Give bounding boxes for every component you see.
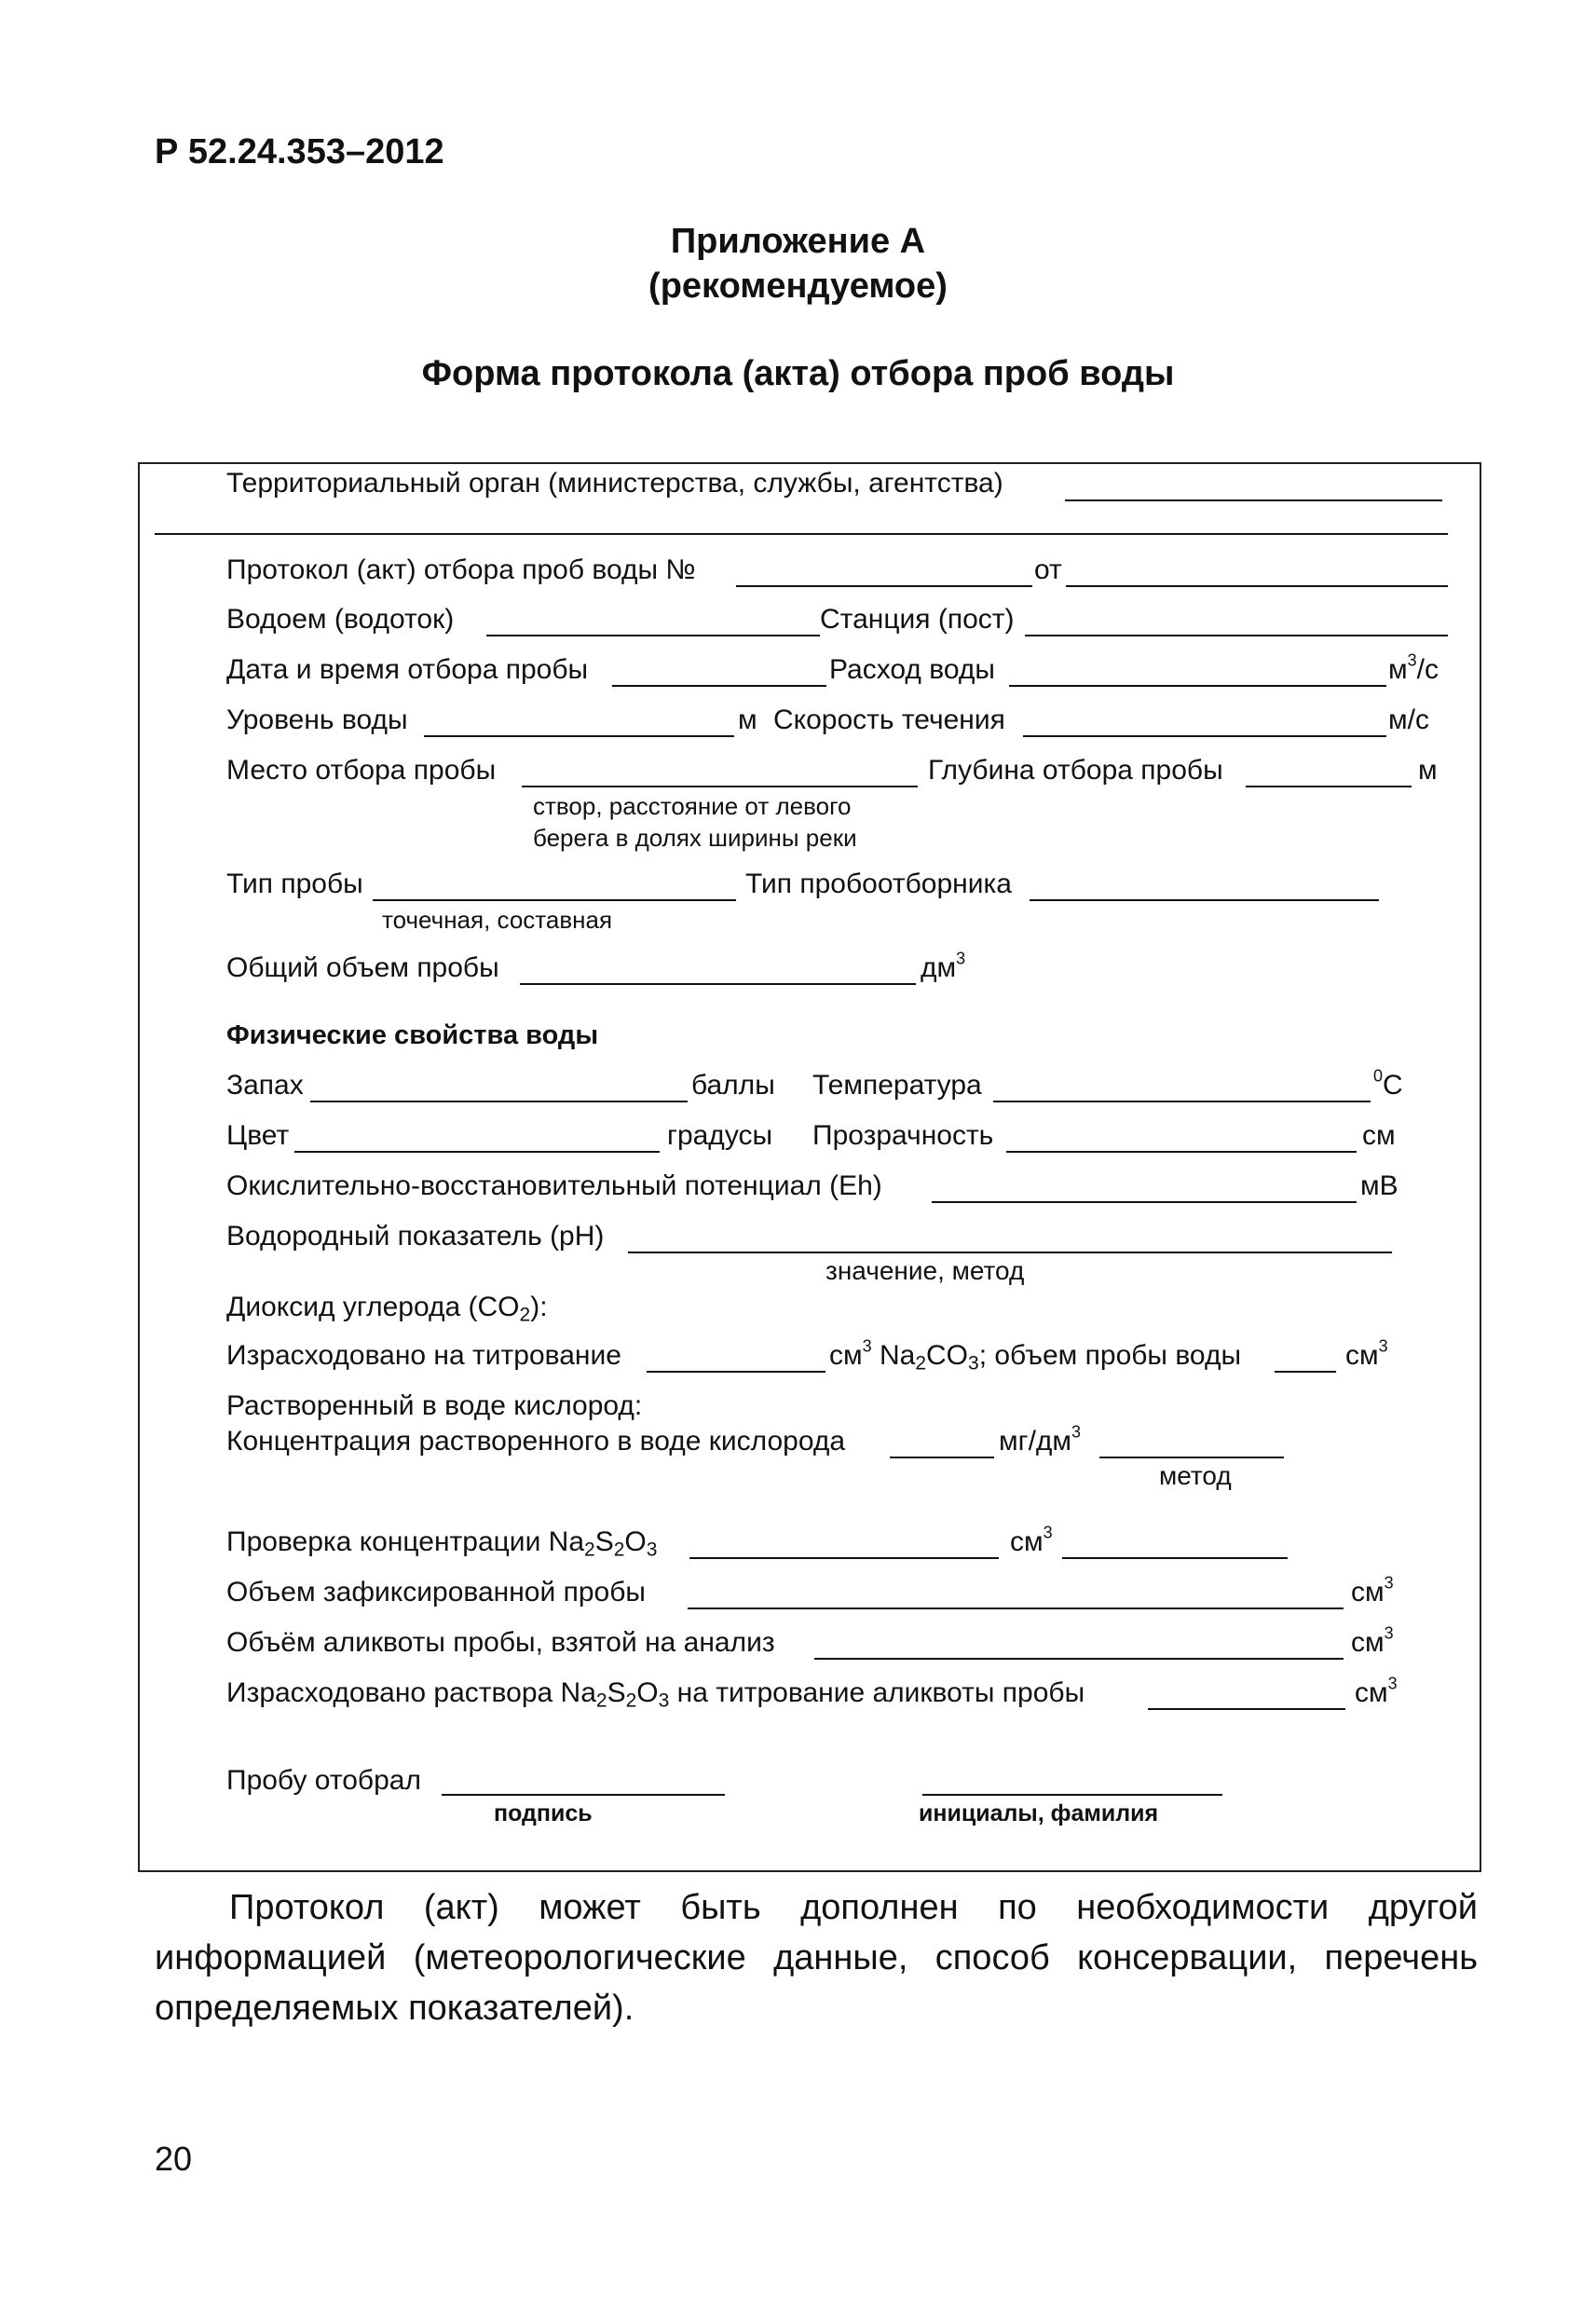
oxygen-method-field[interactable] bbox=[1099, 1457, 1284, 1458]
color-field[interactable] bbox=[294, 1151, 660, 1153]
fixed-volume-label: Объем зафиксированной пробы bbox=[226, 1577, 646, 1607]
total-volume-label: Общий объем пробы bbox=[226, 952, 499, 983]
thiosulfate-spent-unit: $см^3$ bbox=[1355, 1674, 1398, 1708]
sampling-depth-label: Глубина отбора пробы bbox=[928, 755, 1223, 786]
sampler-type-field[interactable] bbox=[1030, 899, 1379, 901]
territorial-body-label: Территориальный орган (министерства, службы, агентства) bbox=[226, 468, 1003, 499]
fixed-volume-field[interactable] bbox=[688, 1607, 1344, 1609]
water-flow-field[interactable] bbox=[1009, 685, 1386, 687]
sampling-depth-unit: м bbox=[1418, 755, 1438, 786]
dissolved-oxygen-label: Растворенный в воде кислород: bbox=[226, 1390, 643, 1421]
check-concentration-label: Проверка концентрации $Na_2S_2O_3$ bbox=[226, 1526, 658, 1561]
station-field[interactable] bbox=[1025, 635, 1448, 636]
protocol-number-label: Протокол (акт) отбора проб воды № bbox=[226, 554, 696, 585]
protocol-number-field[interactable] bbox=[736, 585, 1032, 587]
check-concentration-field[interactable] bbox=[689, 1557, 999, 1559]
sample-type-field[interactable] bbox=[373, 899, 736, 901]
transparency-label: Прозрачность bbox=[812, 1120, 994, 1151]
ph-hint: значение, метод bbox=[825, 1256, 1025, 1285]
ph-label: Водородный показатель (pH) bbox=[226, 1221, 605, 1252]
sampling-depth-field[interactable] bbox=[1246, 786, 1412, 787]
signature-field[interactable] bbox=[442, 1794, 725, 1796]
sampling-place-hint-1: створ, расстояние от левого bbox=[533, 792, 852, 820]
oxygen-concentration-unit: $мг/дм^3$ bbox=[999, 1422, 1082, 1457]
sample-type-hint: точечная, составная bbox=[382, 906, 613, 934]
ph-field[interactable] bbox=[628, 1252, 1392, 1253]
protocol-date-label: от bbox=[1034, 554, 1062, 585]
transparency-unit: см bbox=[1362, 1120, 1396, 1151]
physical-properties-heading: Физические свойства воды bbox=[226, 1020, 599, 1050]
signature-hint: подпись bbox=[494, 1800, 593, 1826]
footer-note bbox=[155, 1882, 1478, 2033]
temperature-unit: $^0$С bbox=[1373, 1066, 1403, 1101]
aliquot-volume-label: Объём аликвоты пробы, взятой на анализ bbox=[226, 1627, 775, 1658]
flow-speed-field[interactable] bbox=[1023, 735, 1386, 737]
temperature-field[interactable] bbox=[993, 1101, 1371, 1102]
titration-spent-label: Израсходовано на титрование bbox=[226, 1340, 621, 1371]
sampling-datetime-label: Дата и время отбора пробы bbox=[226, 654, 589, 685]
territorial-body-field-2[interactable] bbox=[155, 533, 1448, 535]
footer-note-text: Протокол (акт) может быть дополнен по необходимости другой информацией (метеорологические данные, способ консервации, перечень определяемых показателей). bbox=[155, 1888, 1478, 2028]
sampled-by-label: Пробу отобрал bbox=[226, 1765, 421, 1796]
oxygen-method-hint: метод bbox=[1159, 1461, 1232, 1490]
document-code: Р 52.24.353–2012 bbox=[155, 132, 444, 171]
aliquot-volume-field[interactable] bbox=[814, 1658, 1344, 1660]
na2co3-text: $см^3$ $Na_2CO_3$; объем пробы воды bbox=[829, 1336, 1242, 1375]
station-label: Станция (пост) bbox=[820, 604, 1015, 635]
temperature-label: Температура bbox=[812, 1070, 982, 1101]
page-number: 20 bbox=[155, 2140, 193, 2178]
fixed-volume-unit: $см^3$ bbox=[1351, 1573, 1394, 1607]
total-volume-field[interactable] bbox=[520, 983, 916, 985]
aliquot-volume-unit: $см^3$ bbox=[1351, 1623, 1394, 1658]
water-level-label: Уровень воды bbox=[226, 705, 408, 735]
sampling-place-label: Место отбора пробы bbox=[226, 755, 497, 786]
flow-speed-unit: м/с bbox=[1388, 705, 1429, 735]
water-body-label: Водоем (водоток) bbox=[226, 604, 455, 635]
sample-volume-unit: $см^3$ bbox=[1345, 1336, 1388, 1371]
co2-label: Диоксид углерода $(CO_2)$: bbox=[226, 1292, 548, 1326]
check-concentration-unit: $см^3$ bbox=[1010, 1523, 1053, 1557]
odor-unit: баллы bbox=[691, 1070, 775, 1101]
thiosulfate-spent-label: Израсходовано раствора $Na_2S_2O_3$ на титрование аликвоты пробы bbox=[226, 1677, 1085, 1712]
redox-label: Окислительно-восстановительный потенциал (Eh) bbox=[226, 1170, 882, 1201]
initials-hint: инициалы, фамилия bbox=[919, 1800, 1159, 1826]
odor-label: Запах bbox=[226, 1070, 304, 1101]
flow-speed-label: Скорость течения bbox=[773, 705, 1005, 735]
water-level-field[interactable] bbox=[424, 735, 734, 737]
sampling-place-hint-2: берега в долях ширины реки bbox=[533, 824, 857, 852]
water-level-unit: м bbox=[738, 705, 757, 735]
water-flow-unit: $м^3/с$ bbox=[1388, 650, 1439, 685]
sampling-place-field[interactable] bbox=[522, 786, 918, 787]
sample-volume-field[interactable] bbox=[1275, 1371, 1336, 1373]
color-unit: градусы bbox=[667, 1120, 773, 1151]
water-flow-label: Расход воды bbox=[829, 654, 995, 685]
territorial-body-field[interactable] bbox=[1065, 499, 1442, 501]
initials-field[interactable] bbox=[922, 1794, 1222, 1796]
redox-field[interactable] bbox=[932, 1201, 1357, 1203]
water-body-field[interactable] bbox=[486, 635, 820, 636]
odor-field[interactable] bbox=[310, 1101, 688, 1102]
form-title: Форма протокола (акта) отбора проб воды bbox=[421, 354, 1175, 393]
transparency-field[interactable] bbox=[1006, 1151, 1357, 1153]
appendix-title: Приложение А bbox=[670, 222, 926, 261]
protocol-date-field[interactable] bbox=[1066, 585, 1448, 587]
oxygen-concentration-label: Концентрация растворенного в воде кислорода bbox=[226, 1426, 846, 1457]
appendix-type: (рекомендуемое) bbox=[648, 267, 948, 306]
sample-type-label: Тип пробы bbox=[226, 869, 363, 899]
sampling-datetime-field[interactable] bbox=[612, 685, 826, 687]
thiosulfate-spent-field[interactable] bbox=[1148, 1708, 1345, 1710]
sampler-type-label: Тип пробоотборника bbox=[745, 869, 1012, 899]
color-label: Цвет bbox=[226, 1120, 290, 1151]
redox-unit: мВ bbox=[1360, 1170, 1398, 1201]
oxygen-concentration-field[interactable] bbox=[890, 1457, 994, 1458]
titration-spent-field[interactable] bbox=[647, 1371, 825, 1373]
check-concentration-field-2[interactable] bbox=[1062, 1557, 1288, 1559]
total-volume-unit: $дм^3$ bbox=[921, 949, 966, 983]
